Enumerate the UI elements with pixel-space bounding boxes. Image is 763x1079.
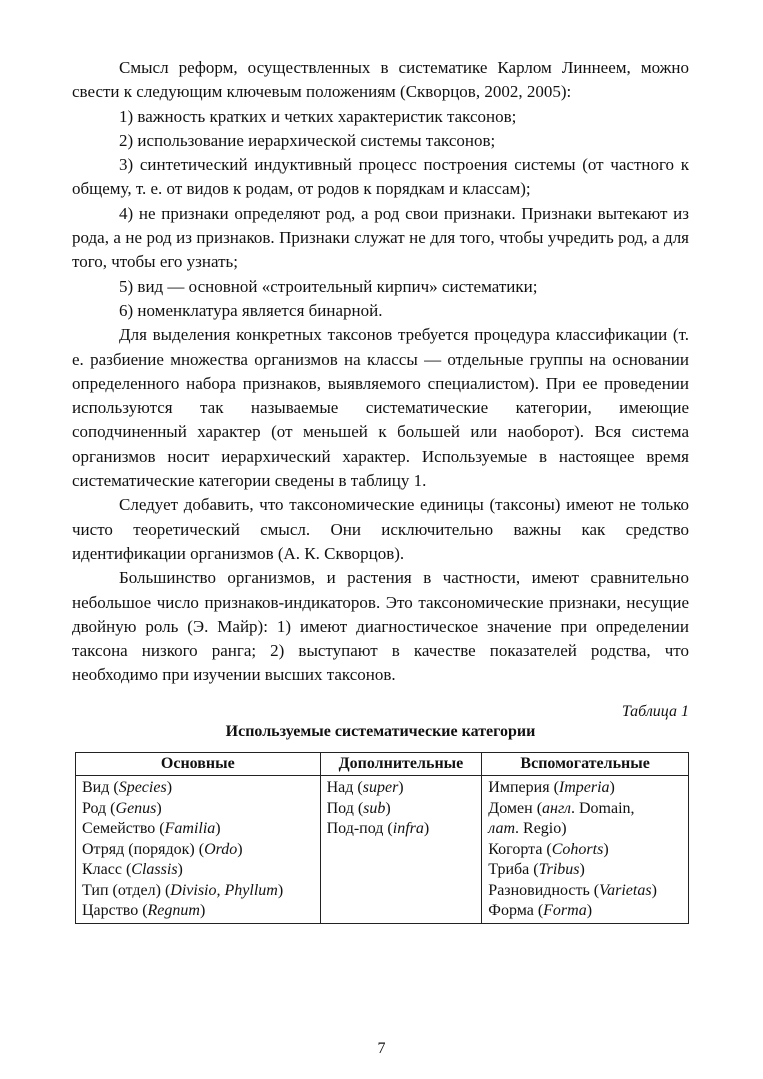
list-item-6: 6) номенклатура является бинарной. [119,300,383,320]
table-title: Используемые систематические категории [225,722,536,740]
cell-text: ) [199,902,206,920]
latin-term: sub [363,799,386,817]
latin-term: Forma [543,902,587,920]
latin-term: Familia [164,820,216,838]
latin-term: Imperia [558,779,610,797]
table-cell-line [82,819,314,840]
table-cell-line [82,860,314,881]
table-cell-line [82,840,314,861]
latin-term: Varietas [599,881,652,899]
cell-additional [320,776,482,924]
cell-text: ) [385,799,391,817]
cell-text: ) [177,861,183,879]
list-item-2: 2) использование иерархической системы таксонов; [119,130,496,150]
cell-text: . Regio) [515,820,567,838]
cell-text: Род ( [82,799,116,817]
cell-text: Царство ( [82,902,148,920]
cell-text: Домен ( [488,799,543,817]
cell-text: ) [609,779,615,797]
table-cell-line [488,881,682,902]
header-additional: Дополнительные [320,752,482,776]
table-cell-line [488,860,682,881]
latin-term: super [362,779,399,797]
cell-text: . Domain, [570,799,635,817]
page-body [72,56,689,924]
list-item-5: 5) вид — основной «строительный кирпич» систематики; [119,276,538,296]
table-cell-line [82,881,314,902]
cell-text: ) [603,840,609,858]
table-cell-line [488,778,682,799]
cell-text: ) [586,902,593,920]
paragraph-taxa: Следует добавить, что таксономические единицы (таксоны) имеют не только чисто теоретический смысл. Они исключительно важны как средство идентификации организмов (А. К. Скворцов). [72,495,689,563]
cell-text: Семейство ( [82,820,165,838]
latin-term: Divisio, Phyllum [170,881,278,899]
paragraph-classification: Для выделения конкретных таксонов требуется процедура классификации (т. е. разбиение множества организмов на классы — отдельные группы на основании определенного набора признаков, выявляемого специалистом). При ее проведении используются так называемые систематические категории, имеющие соподчиненный характер (от меньшей к большей или наоборот). Вся система организмов носит иерархический характер. Используемые в настоящее время систематические категории сведены в таблицу 1. [72,325,689,491]
table-cell-line [82,778,314,799]
table-label: Таблица 1 [621,702,689,720]
header-basic: Основные [76,752,321,776]
cell-text: Разновидность ( [488,881,600,899]
latin-term: Species [118,779,167,797]
latin-term: англ [542,799,571,817]
cell-text: Над ( [326,779,363,797]
paragraph-indicators: Большинство организмов, и растения в частности, имеют сравнительно небольшое число признаков-индикаторов. Это таксономические признаки, несущие двойную роль (Э. Майр): 1) имеют диагностическое значение при определении таксона низкого ранга; 2) выступают в качестве показателей родства, что необходимо при изучении высших таксонов. [72,568,689,685]
table-cell-line [327,799,476,820]
latin-term: infra [392,820,424,838]
cell-text: Тип (отдел) ( [82,881,171,899]
table-cell-line [82,799,314,820]
page-number: 7 [377,1040,386,1057]
table-cell-line [488,799,682,820]
table-cell-line [488,901,682,922]
latin-term: Regnum [147,902,200,920]
cell-text: ) [398,779,404,797]
cell-text: Вид ( [82,779,119,797]
table-cell-line [327,778,476,799]
table-cell-line [327,819,476,840]
latin-term: Classis [131,861,178,879]
table-cell-line [488,819,682,840]
cell-text: Триба ( [488,861,539,879]
cell-text: ) [237,840,243,858]
paragraph-intro: Смысл реформ, осуществленных в систематике Карлом Линнеем, можно свести к следующим ключевым положениям (Скворцов, 2002, 2005): [72,58,689,102]
cell-text: ) [277,881,284,899]
header-auxiliary: Вспомогательные [482,752,689,776]
cell-text: Под ( [326,799,364,817]
latin-term: Genus [115,799,157,817]
categories-table [75,752,689,924]
cell-text: Когорта ( [488,840,552,858]
cell-text: Класс ( [82,861,132,879]
cell-text: Форма ( [488,902,544,920]
latin-term: Cohorts [551,840,604,858]
cell-text: Империя ( [488,779,559,797]
cell-text: ) [579,861,585,879]
cell-basic [76,776,321,924]
cell-auxiliary [482,776,689,924]
table-header-row [76,752,689,776]
cell-text: ) [215,820,221,838]
latin-term: Ordo [204,840,238,858]
cell-text: Под-под ( [326,820,393,838]
cell-text: ) [423,820,430,838]
cell-text: ) [651,881,657,899]
table-row [76,776,689,924]
list-item-1: 1) важность кратких и четких характеристик таксонов; [119,106,517,126]
list-item-3: 3) синтетический индуктивный процесс построения системы (от частного к общему, т. е. от видов к родам, от родов к порядкам и классам); [72,155,689,199]
latin-term: Tribus [538,861,580,879]
latin-term: лат [488,820,516,838]
table-cell-line [82,901,314,922]
cell-text: ) [156,799,162,817]
list-item-4: 4) не признаки определяют род, а род свои признаки. Признаки вытекают из рода, а не род из признаков. Признаки служат не для того, чтобы учредить род, а для того, чтобы его узнать; [72,203,689,272]
cell-text: ) [166,779,173,797]
cell-text: Отряд (порядок) ( [82,840,205,858]
table-cell-line [488,840,682,861]
